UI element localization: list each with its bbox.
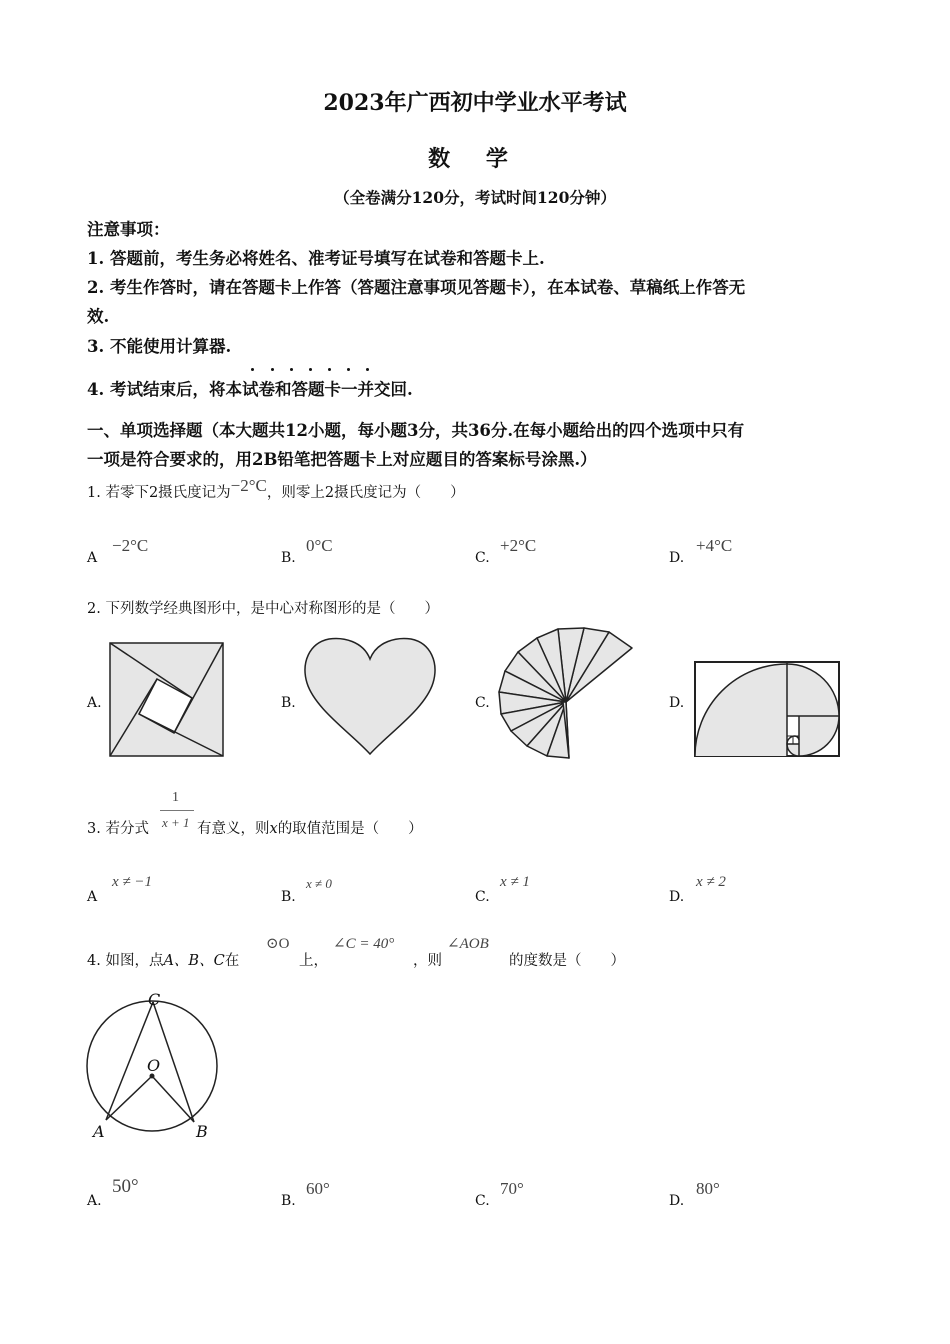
q1-option-b-value: 0°C — [306, 536, 333, 555]
exam-title: 2023年广西初中学业水平考试 — [323, 90, 627, 116]
label-o: O — [147, 1056, 161, 1075]
label-b: B — [196, 1122, 208, 1141]
section-heading-line1: 一、单项选择题（本大题共12小题，每小题3分，共36分.在每小题给出的四个选项中只有 — [87, 421, 745, 440]
q3-option-b-value: x ≠ 0 — [306, 876, 332, 891]
q1-option-d[interactable]: D. — [669, 550, 685, 566]
note-1: 1. 答题前，考生务必将姓名、准考证号填写在试卷和答题卡上. — [87, 249, 545, 268]
q4-option-d[interactable]: D. — [669, 1193, 685, 1209]
q4-option-b-value: 60° — [306, 1179, 330, 1198]
q1-math: −2°C — [230, 476, 267, 495]
question-2: 2. 下列数学经典图形中，是中心对称图形的是（ ） — [87, 601, 439, 617]
section-heading-line2: 一项是符合要求的，用2B铅笔把答题卡上对应题目的答案标号涂黑.） — [87, 450, 597, 469]
spiral-triangles-figure — [496, 626, 636, 760]
q1-option-a[interactable]: A — [87, 550, 98, 566]
q3-option-a[interactable]: A — [87, 889, 98, 905]
q4-option-b[interactable]: B. — [281, 1193, 296, 1209]
q3-option-c-value: x ≠ 1 — [500, 874, 530, 890]
q2-option-b[interactable]: B. — [281, 695, 296, 711]
exam-info: （全卷满分120分，考试时间120分钟） — [334, 188, 616, 207]
q4-text-pre: 4. 如图，点A、B、C在 — [87, 953, 240, 969]
question-3 — [197, 817, 423, 838]
golden-spiral-figure — [693, 660, 841, 758]
q4-option-c-value: 70° — [500, 1179, 524, 1198]
q4-option-a-value: 50° — [112, 1176, 139, 1197]
q1-text-post: ，则零上2摄氏度记为（ ） — [266, 485, 465, 501]
q1-option-d-value: +4°C — [696, 536, 733, 555]
note-3: 3. 不能使用计算器. — [87, 337, 232, 356]
q2-option-a[interactable]: A. — [87, 695, 102, 711]
subject-title: 数 学 — [428, 146, 522, 172]
q3-text-post1: 有意义，则 — [197, 821, 270, 837]
note-4: 4. 考试结束后，将本试卷和答题卡一并交回. — [87, 380, 413, 399]
q3-text-post2: 的取值范围是（ ） — [277, 821, 423, 837]
q1-option-a-value: −2°C — [112, 536, 149, 555]
q4-text-post: 的度数是（ ） — [509, 953, 625, 969]
q3-option-b[interactable]: B. — [281, 889, 296, 905]
note-2: 2. 考生作答时，请在答题卡上作答（答题注意事项见答题卡），在本试卷、草稿纸上作答无 — [87, 278, 746, 297]
q4-circle-symbol: ⊙O — [266, 936, 290, 952]
label-a: A — [93, 1122, 105, 1141]
q4-angle-c: ∠C = 40° — [333, 936, 395, 952]
q4-text-then: ，则 — [413, 953, 442, 969]
q3-option-c[interactable]: C. — [475, 889, 490, 905]
q3-text-pre: 3. 若分式 — [87, 821, 149, 837]
q3-option-a-value: x ≠ −1 — [112, 874, 153, 890]
q1-option-c-value: +2°C — [500, 536, 537, 555]
q2-option-d[interactable]: D. — [669, 695, 685, 711]
q3-option-d[interactable]: D. — [669, 889, 685, 905]
pinwheel-square-figure — [109, 642, 225, 758]
q1-text-pre: 1. 若零下2摄氏度记为 — [87, 485, 231, 501]
heart-figure — [303, 637, 437, 757]
q4-option-c[interactable]: C. — [475, 1193, 490, 1209]
note-2-cont: 效. — [87, 307, 110, 326]
q2-option-c[interactable]: C. — [475, 695, 490, 711]
q3-variable: x — [269, 821, 278, 837]
q3-fraction-bar — [160, 810, 194, 811]
q3-fraction-numerator: 1 — [172, 790, 179, 805]
q4-angle-aob: ∠AOB — [447, 936, 489, 952]
q4-option-a[interactable]: A. — [87, 1193, 102, 1209]
q4-text-on: 上， — [299, 953, 328, 969]
q1-option-c[interactable]: C. — [475, 550, 490, 566]
notes-heading: 注意事项： — [87, 220, 170, 239]
q3-fraction-denominator: x + 1 — [162, 815, 190, 830]
q3-option-d-value: x ≠ 2 — [696, 874, 726, 890]
label-c: C — [148, 990, 161, 1009]
question-1 — [87, 476, 465, 502]
q4-points: A、B、C — [163, 953, 225, 969]
q4-option-d-value: 80° — [696, 1179, 720, 1198]
q1-option-b[interactable]: B. — [281, 550, 296, 566]
